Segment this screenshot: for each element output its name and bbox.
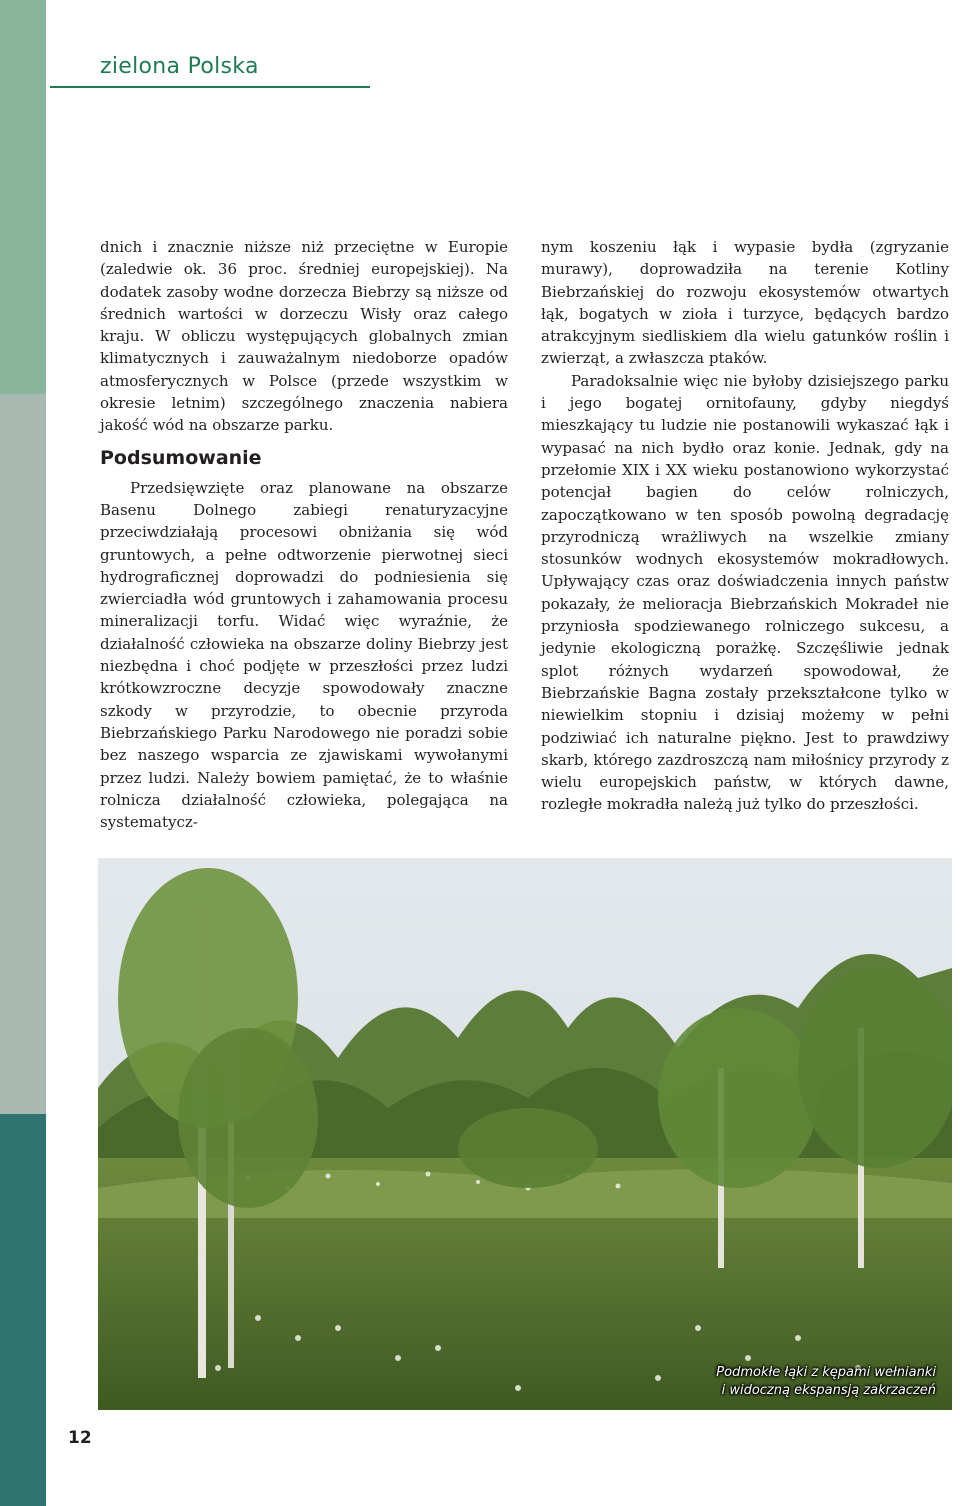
right-text-column bbox=[541, 236, 949, 816]
side-color-strip-top bbox=[0, 0, 46, 394]
left-paragraph-2: Przedsięwzięte oraz planowane na obszarze Basenu Dolnego zabiegi renaturyzacyjne przeciwdziałają procesowi obniżania się wód gruntowych, a pełne odtworzenie pierwotnej sieci hydrograficznej doprowadzi do podniesienia się zwierciadła wód gruntowych i zahamowania procesu mineralizacji torfu. Widać więc wyraźnie, że działalność człowieka na obszarze doliny Biebrzy jest niezbędna i choć podjęte w przeszłości przez ludzi krótkowzroczne decyzje spowodowały znaczne szkody w przyrodzie, to obecnie przyroda Biebrzańskiego Parku Narodowego nie poradzi sobie bez naszego wsparcia ze zjawiskami wywołanymi przez ludzi. Należy bowiem pamiętać, że to właśnie rolnicza działalność człowieka, polegająca na systematycz- bbox=[100, 478, 508, 832]
meadow-photo-illustration bbox=[98, 858, 952, 1410]
section-title: zielona Polska bbox=[100, 54, 259, 79]
photo-caption-line-2: i widoczną ekspansją zakrzaczeń bbox=[721, 1383, 936, 1398]
section-heading: Podsumowanie bbox=[100, 446, 262, 469]
meadow-photo bbox=[98, 858, 952, 1410]
right-paragraph-2: Paradoksalnie więc nie byłoby dzisiejszego parku i jego bogatej ornitofauny, gdyby niegdyś mieszkający tu ludzie nie postanowili wykaszać łąk i wypasać na nich bydło oraz konie. Jednak, gdy na przełomie XIX i XX wieku postanowiono wykorzystać potencjał bagien do celów rolniczych, zapoczątkowano w ten sposób powolną degradację przyrodniczą wrażliwych na wszelkie zmiany stosunków wodnych ekosystemów mokradłowych. Upływający czas oraz doświadczenia innych państw pokazały, że melioracja Biebrzańskich Mokradeł nie przyniosła spodziewanego rolniczego sukcesu, a jedynie ekologiczną porażkę. Szczęśliwie jednak splot różnych wydarzeń spowodował, że Biebrzańskie Bagna zostały przekształcone tylko w niewielkim stopniu i dzisiaj możemy w pełni podziwiać ich naturalne piękno. Jest to prawdziwy skarb, którego zazdroszczą nam miłośnicy przyrody z wielu europejskich państw, w których dawne, rozległe mokradła należą już tylko do przeszłości. bbox=[541, 371, 949, 814]
title-underline bbox=[50, 86, 370, 88]
left-text-column bbox=[100, 236, 508, 833]
left-paragraph-1: dnich i znacznie niższe niż przeciętne w Europie (zaledwie ok. 36 proc. średniej europejskiej). Na dodatek zasoby wodne dorzecza Biebrzy są niższe od średnich wartości w dorzeczu Wisły oraz całego kraju. W obliczu występujących globalnych zmian klimatycznych i zauważalnym niedoborze opadów atmosferycznych w Polsce (przede wszystkim w okresie letnim) szczególnego znaczenia nabiera jakość wód na obszarze parku. bbox=[100, 238, 508, 435]
photo-caption-line-1: Podmokłe łąki z kępami wełnianki bbox=[716, 1365, 936, 1380]
page-number: 12 bbox=[68, 1428, 92, 1448]
side-color-strip-bottom bbox=[0, 1114, 46, 1506]
photo-caption bbox=[716, 1364, 936, 1400]
right-paragraph-1: nym koszeniu łąk i wypasie bydła (zgryzanie murawy), doprowadziła na terenie Kotliny Biebrzańskiej do rozwoju ekosystemów otwartych łąk, bogatych w zioła i turzyce, będących bardzo atrakcyjnym siedliskiem dla wielu gatunków roślin i zwierząt, a zwłaszcza ptaków. bbox=[541, 238, 949, 368]
side-color-strip-middle bbox=[0, 394, 46, 1114]
